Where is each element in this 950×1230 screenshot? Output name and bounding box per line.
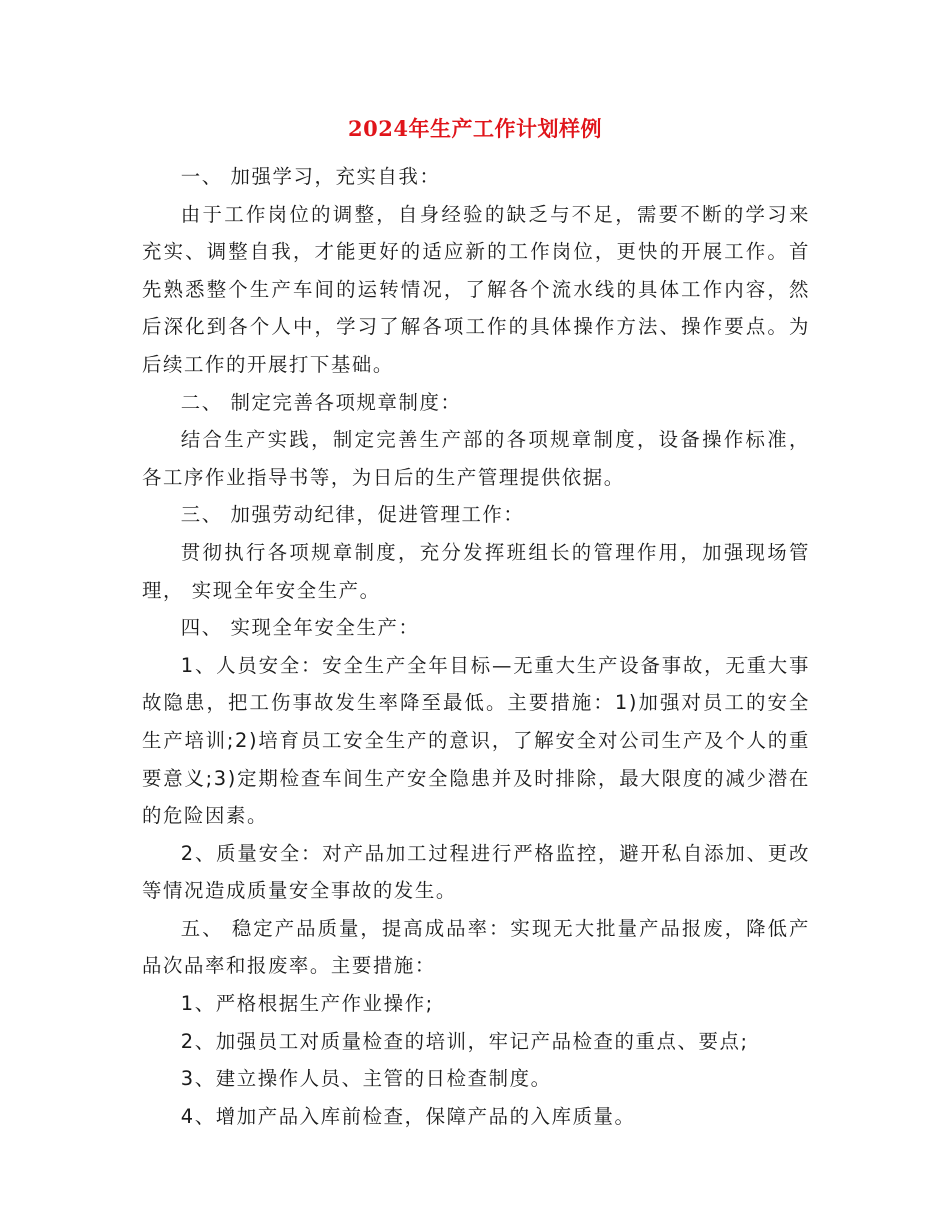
paragraph: 贯彻执行各项规章制度，充分发挥班组长的管理作用，加强现场管理， 实现全年安全生产。 <box>142 540 810 602</box>
section-heading-4: 四、 实现全年安全生产： <box>180 616 420 640</box>
list-item: 1、严格根据生产作业操作; <box>180 992 434 1016</box>
list-item: 1、人员安全：安全生产全年目标—无重大生产设备事故，无重大事故隐患，把工伤事故发生率降至最低。主要措施：1)加强对员工的安全生产培训;2)培育员工安全生产的意识，了解安全对公司生产及个人的重要意义;3)定期检查车间生产安全隐患并及时排除，最大限度的减少潜在的危险因素。 <box>142 653 810 828</box>
document-body <box>142 158 810 1135</box>
paragraph: 由于工作岗位的调整，自身经验的缺乏与不足，需要不断的学习来充实、调整自我，才能更好的适应新的工作岗位，更快的开展工作。首先熟悉整个生产车间的运转情况，了解各个流水线的具体工作内容，然后深化到各个人中，学习了解各项工作的具体操作方法、操作要点。为后续工作的开展打下基础。 <box>142 202 810 376</box>
list-item: 2、加强员工对质量检查的培训，牢记产品检查的重点、要点; <box>180 1029 749 1053</box>
list-item: 4、增加产品入库前检查，保障产品的入库质量。 <box>180 1104 636 1128</box>
document-title: 2024年生产工作计划样例 <box>348 116 602 141</box>
list-item: 2、质量安全：对产品加工过程进行严格监控，避开私自添加、更改等情况造成质量安全事故的发生。 <box>142 841 810 903</box>
section-heading-1: 一、 加强学习，充实自我： <box>180 165 441 188</box>
list-item: 3、建立操作人员、主管的日检查制度。 <box>180 1067 552 1091</box>
section-heading-5: 五、 稳定产品质量，提高成品率：实现无大批量产品报废，降低产品次品率和报废率。主要措施： <box>142 916 810 978</box>
paragraph: 结合生产实践，制定完善生产部的各项规章制度，设备操作标准，各工序作业指导书等，为日后的生产管理提供依据。 <box>142 428 810 489</box>
section-heading-2: 二、 制定完善各项规章制度： <box>180 390 462 414</box>
section-heading-3: 三、 加强劳动纪律，促进管理工作： <box>180 503 525 527</box>
